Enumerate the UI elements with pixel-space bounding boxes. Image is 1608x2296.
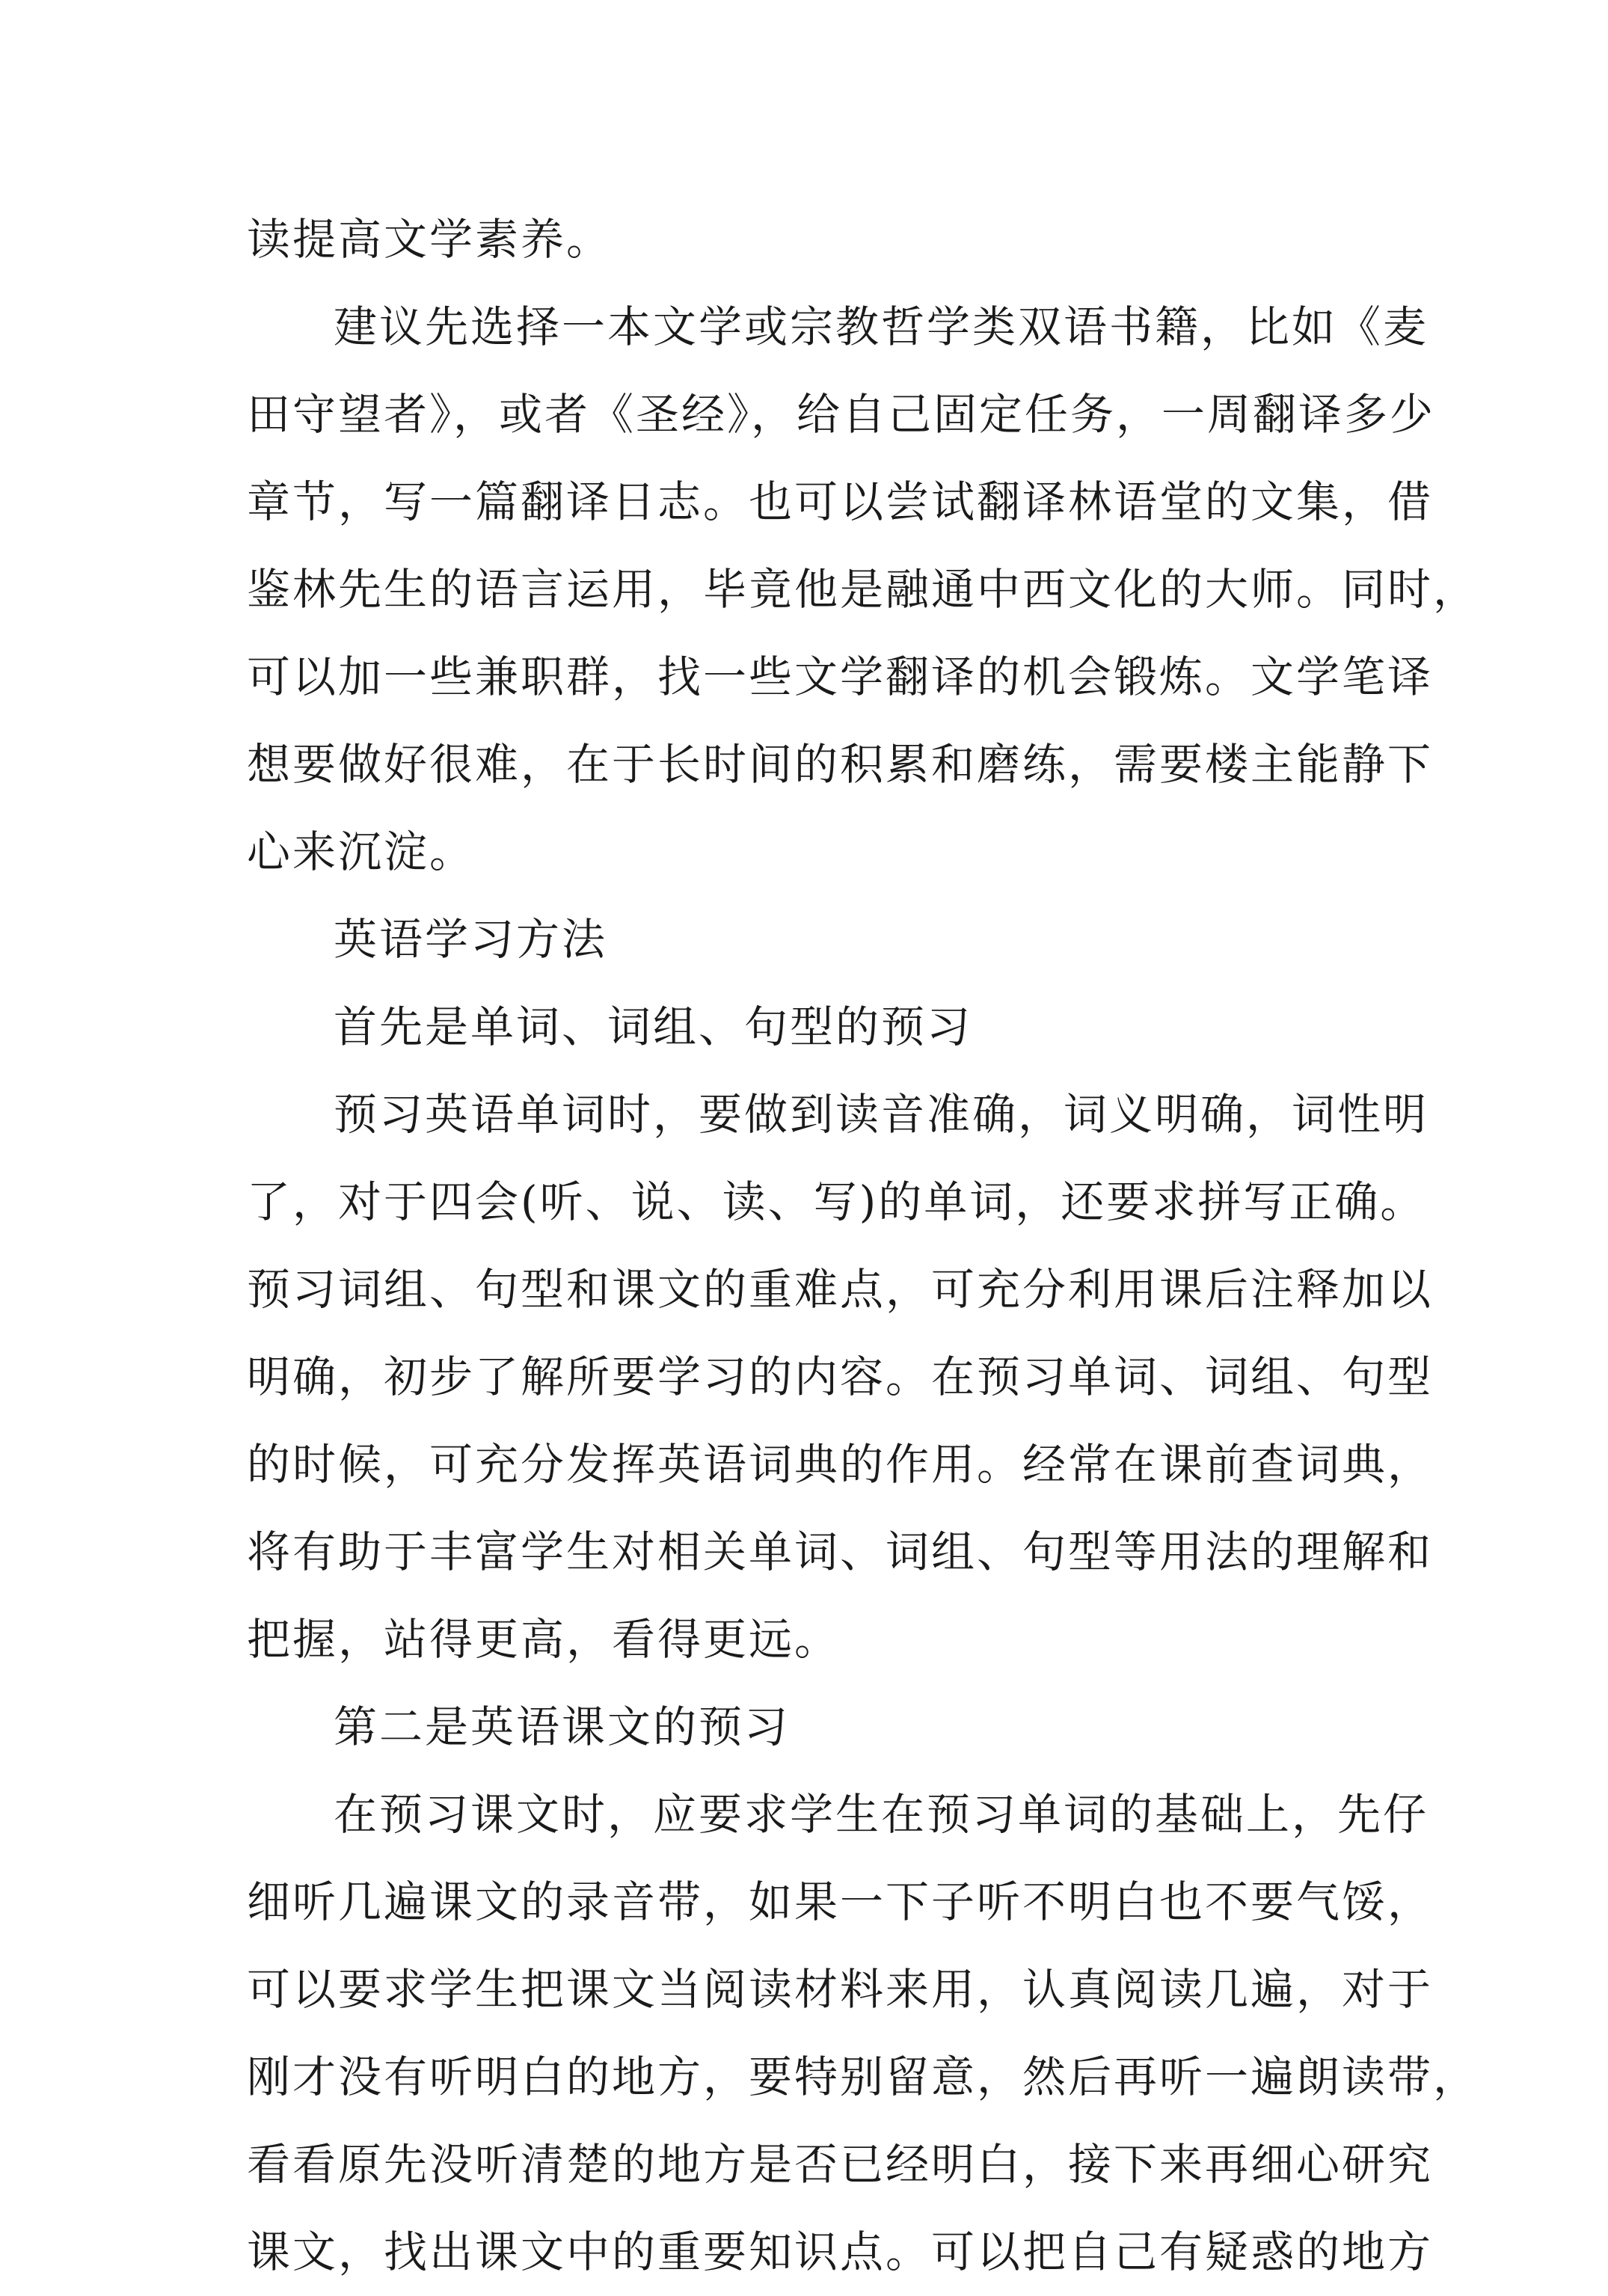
paragraph-p2 bbox=[247, 283, 1479, 896]
text-line: 在预习课文时，应要求学生在预习单词的基础上，先仔 bbox=[334, 1789, 1429, 1840]
text-line: 首先是单词、词组、句型的预习 bbox=[334, 1001, 973, 1052]
text-line: 第二是英语课文的预习 bbox=[334, 1701, 791, 1752]
paragraph-p3 bbox=[247, 1071, 1434, 1683]
text-line: 预习英语单词时，要做到读音准确，词义明确，词性明 bbox=[334, 1089, 1429, 1140]
paragraph-h2 bbox=[247, 983, 1376, 1071]
text-line: 鉴林先生的语言运用，毕竟他是融通中西文化的大师。同时， bbox=[247, 564, 1479, 615]
paragraph-p4 bbox=[247, 1771, 1479, 2296]
text-line: 章节，写一篇翻译日志。也可以尝试翻译林语堂的文集，借 bbox=[247, 476, 1434, 527]
text-line: 想要做好很难，在于长时间的积累和磨练，需要楼主能静下 bbox=[247, 739, 1434, 790]
text-line: 将有助于丰富学生对相关单词、词组、句型等用法的理解和 bbox=[247, 1526, 1434, 1577]
document-body bbox=[247, 196, 1479, 2296]
paragraph-h3 bbox=[247, 1683, 1376, 1771]
text-line: 可以要求学生把课文当阅读材料来用，认真阅读几遍，对于 bbox=[247, 1964, 1434, 2015]
text-line: 刚才没有听明白的地方，要特别留意，然后再听一遍朗读带， bbox=[247, 2051, 1479, 2102]
paragraph-h1 bbox=[247, 896, 1376, 983]
text-line: 英语学习方法 bbox=[334, 914, 608, 965]
text-line: 看看原先没听清楚的地方是否已经明白，接下来再细心研究 bbox=[247, 2139, 1434, 2190]
paragraph-p1 bbox=[247, 196, 1376, 283]
text-line: 细听几遍课文的录音带，如果一下子听不明白也不要气馁， bbox=[247, 1876, 1434, 1927]
text-line: 田守望者》，或者《圣经》，给自己固定任务，一周翻译多少 bbox=[247, 389, 1436, 440]
text-line: 课文，找出课文中的重要知识点。可以把自己有疑惑的地方 bbox=[247, 2226, 1434, 2277]
text-line: 建议先选择一本文学或宗教哲学类双语书籍，比如《麦 bbox=[334, 301, 1429, 352]
text-line: 了，对于四会(听、说、读、写)的单词，还要求拼写正确。 bbox=[247, 1176, 1426, 1227]
text-line: 把握，站得更高，看得更远。 bbox=[247, 1614, 841, 1665]
text-line: 明确，初步了解所要学习的内容。在预习单词、词组、句型 bbox=[247, 1351, 1434, 1402]
text-line: 预习词组、句型和课文的重难点，可充分利用课后注释加以 bbox=[247, 1264, 1434, 1315]
text-line: 的时候，可充分发挥英语词典的作用。经常在课前查词典， bbox=[247, 1439, 1434, 1490]
text-line: 心来沉淀。 bbox=[247, 826, 476, 877]
text-line: 读提高文学素养。 bbox=[247, 214, 613, 265]
text-line: 可以加一些兼职群，找一些文学翻译的机会锻炼。文学笔译 bbox=[247, 651, 1434, 702]
